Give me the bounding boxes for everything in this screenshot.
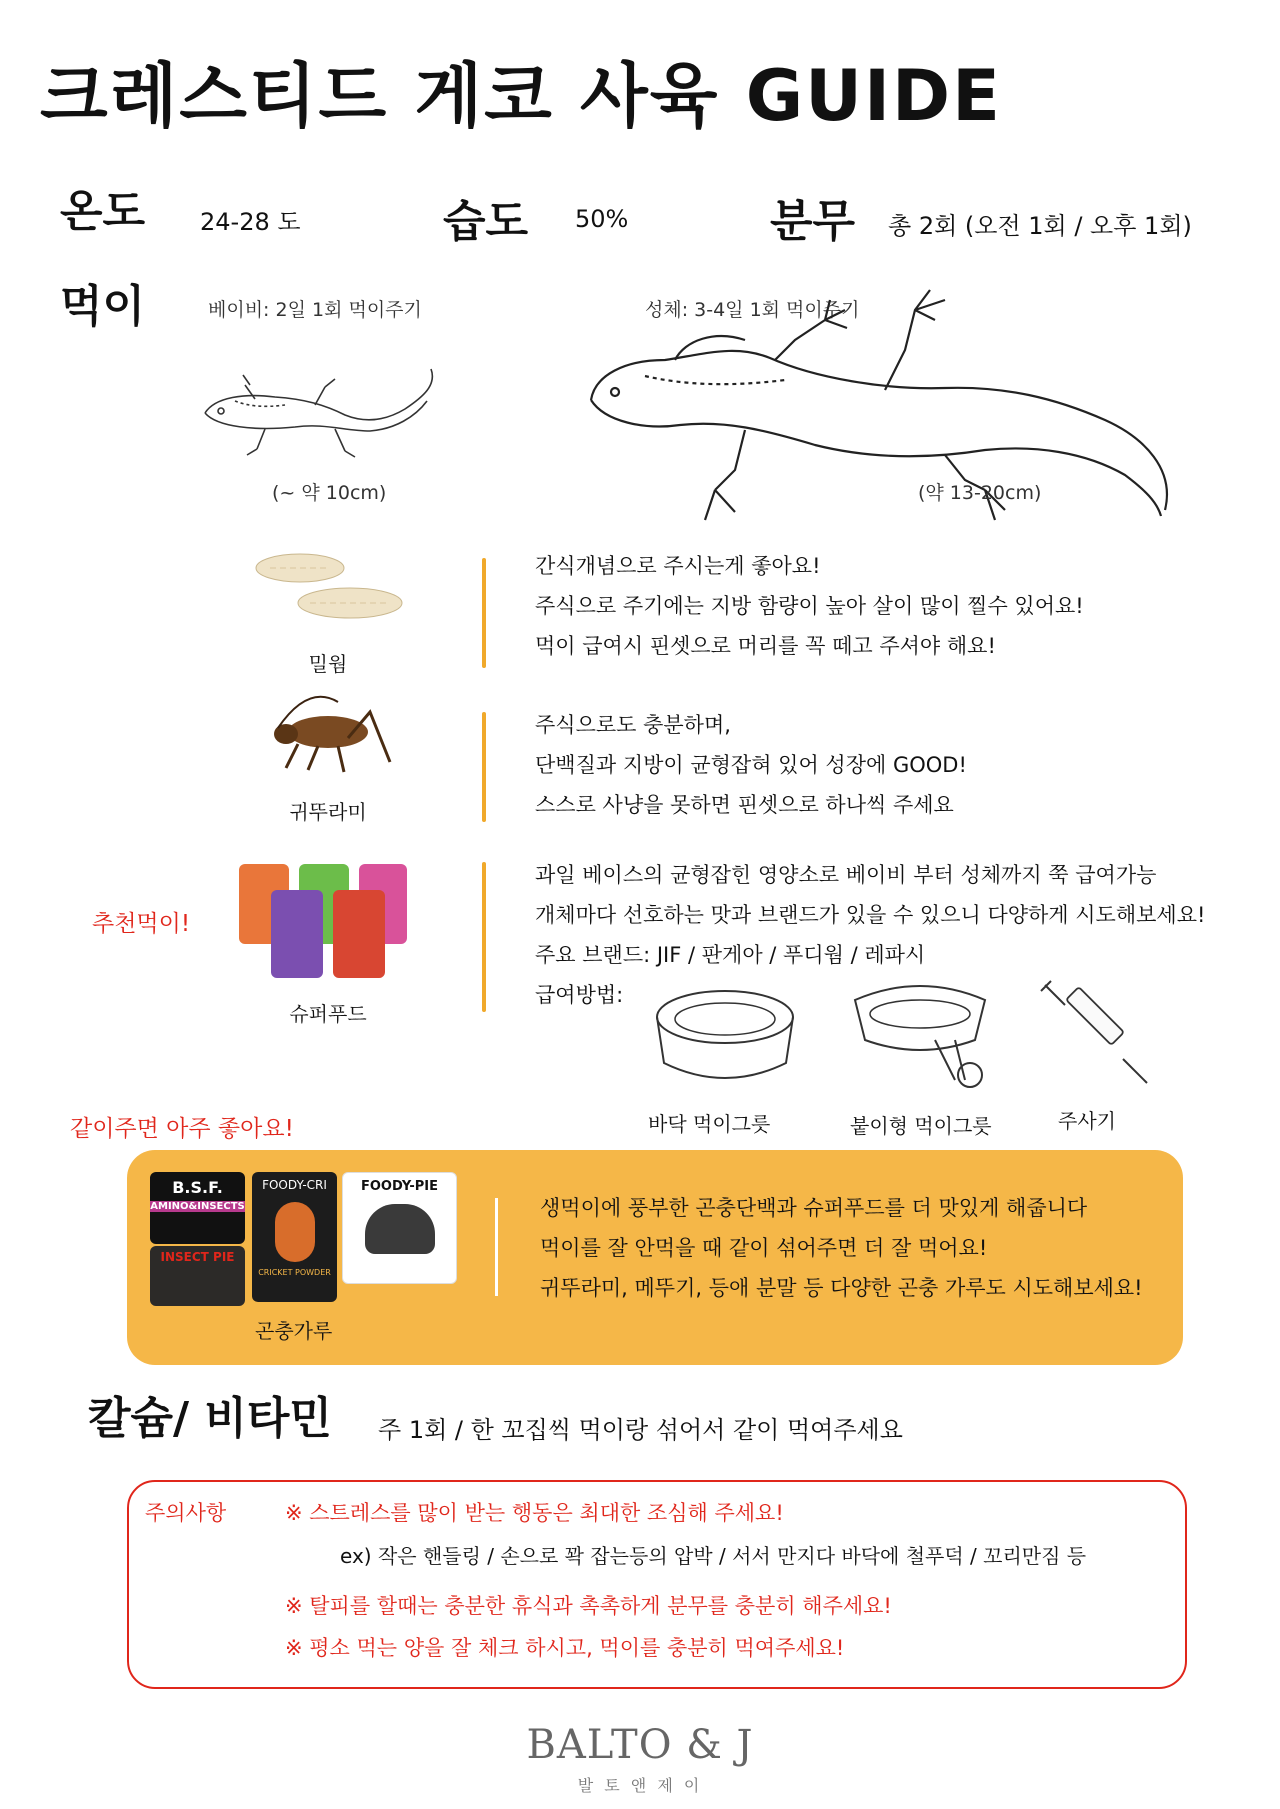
misting-label: 분무 [770,196,856,247]
insect-pie-product [150,1246,245,1306]
baby-gecko-illustration [195,365,445,475]
wall-bowl-illustration [845,980,995,1100]
method-wall-bowl: 붙이형 먹이그릇 [850,1114,992,1138]
superfood-name: 슈퍼푸드 [289,1002,367,1026]
gecko-mascot-icon [365,1204,435,1254]
cricket-divider [482,712,486,822]
foody-cri-title: FOODY-CRI [262,1178,327,1192]
caution-line-2: ※ 탈피를 할때는 충분한 휴식과 촉촉하게 분무를 충분히 해주세요! [285,1594,892,1618]
adult-gecko-illustration [585,280,1190,540]
temp-value: 24-28 도 [200,208,301,236]
cricket-description [535,712,967,832]
superfood-line-1: 과일 베이스의 균형잡힌 영양소로 베이비 부터 성체까지 쭉 급여가능 [535,863,1157,887]
humidity-label: 습도 [443,196,529,247]
foody-cri-product [252,1172,337,1302]
insect-powder-line-3: 귀뚜라미, 메뚜기, 등애 분말 등 다양한 곤충 가루도 시도해보세요! [540,1276,1143,1300]
insect-powder-description [540,1195,1143,1315]
superfood-package [333,890,385,978]
bsf-title: B.S.F. [172,1178,223,1197]
adult-size: (약 13-20cm) [918,482,1042,504]
insect-powder-name: 곤충가루 [255,1319,333,1343]
insect-pie-title: INSECT PIE [160,1250,235,1264]
superfood-line-3: 주요 브랜드: JIF / 판게아 / 푸디웜 / 레파시 [535,943,926,967]
superfood-line-2: 개체마다 선호하는 맛과 브랜드가 있을 수 있으니 다양하게 시도해보세요! [535,903,1206,927]
together-header: 같이주면 아주 좋아요! [70,1116,294,1142]
adult-feeding-note: 성체: 3-4일 1회 먹이주기 [645,299,860,321]
brand-subtitle: 발 토 앤 제 이 [577,1776,703,1795]
gecko-mascot-icon [275,1202,315,1262]
misting-value: 총 2회 (오전 1회 / 오후 1회) [888,212,1192,240]
caution-label: 주의사항 [145,1501,227,1525]
mealworm-line-3: 먹이 급여시 핀셋으로 머리를 꼭 떼고 주셔야 해요! [535,634,996,658]
method-syringe: 주사기 [1058,1109,1116,1133]
cricket-line-1: 주식으로도 충분하며, [535,713,731,737]
cricket-line-3: 스스로 사냥을 못하면 핀셋으로 하나씩 주세요 [535,793,954,817]
method-floor-bowl: 바닥 먹이그릇 [648,1112,771,1136]
superfood-package [271,890,323,978]
foody-pie-product [342,1172,457,1284]
mealworm-description [535,553,1084,673]
mealworm-line-2: 주식으로 주기에는 지방 함량이 높아 살이 많이 찔수 있어요! [535,594,1084,618]
insect-powder-divider [495,1198,498,1296]
caution-line-1: ※ 스트레스를 많이 받는 행동은 최대한 조심해 주세요! [285,1501,784,1525]
bsf-product [150,1172,245,1244]
mealworm-divider [482,558,486,668]
cricket-line-2: 단백질과 지방이 균형잡혀 있어 성장에 GOOD! [535,753,967,777]
foody-pie-title: FOODY-PIE [361,1179,438,1194]
floor-bowl-illustration [650,985,800,1095]
superfood-packages [235,860,410,985]
bsf-subtitle: AMINO&INSECTS [150,1201,245,1212]
calcium-label: 칼슘/ 비타민 [88,1393,332,1444]
page-title: 크레스티드 게코 사육 GUIDE [40,55,1002,137]
recommended-label: 추천먹이! [92,911,191,937]
mealworm-line-1: 간식개념으로 주시는게 좋아요! [535,554,821,578]
cricket-illustration [258,692,398,777]
cricket-name: 귀뚜라미 [289,800,367,824]
baby-size: (~ 약 10cm) [272,482,387,504]
insect-powder-line-2: 먹이를 잘 안먹을 때 같이 섞어주면 더 잘 먹어요! [540,1236,988,1260]
foody-cri-subtitle: CRICKET POWDER [258,1268,331,1277]
insect-powder-line-1: 생먹이에 풍부한 곤충단백과 슈퍼푸드를 더 맛있게 해줍니다 [540,1196,1088,1220]
humidity-value: 50% [575,205,629,233]
mealworm-name: 밀웜 [308,652,348,676]
feeding-method-label: 급여방법: [535,983,624,1007]
caution-example: ex) 작은 핸들링 / 손으로 꽉 잡는등의 압박 / 서서 만지다 바닥에 철푸덕 / 꼬리만짐 등 [340,1544,1087,1568]
brand-logo: BALTO & J [526,1722,754,1768]
calcium-value: 주 1회 / 한 꼬집씩 먹이랑 섞어서 같이 먹여주세요 [378,1416,903,1444]
temp-label: 온도 [60,186,146,237]
food-label: 먹이 [60,281,146,332]
superfood-divider [482,862,486,1012]
syringe-illustration [1035,975,1155,1095]
baby-feeding-note: 베이비: 2일 1회 먹이주기 [208,299,422,321]
mealworm-illustration [250,548,410,623]
caution-line-3: ※ 평소 먹는 양을 잘 체크 하시고, 먹이를 충분히 먹여주세요! [285,1636,845,1660]
